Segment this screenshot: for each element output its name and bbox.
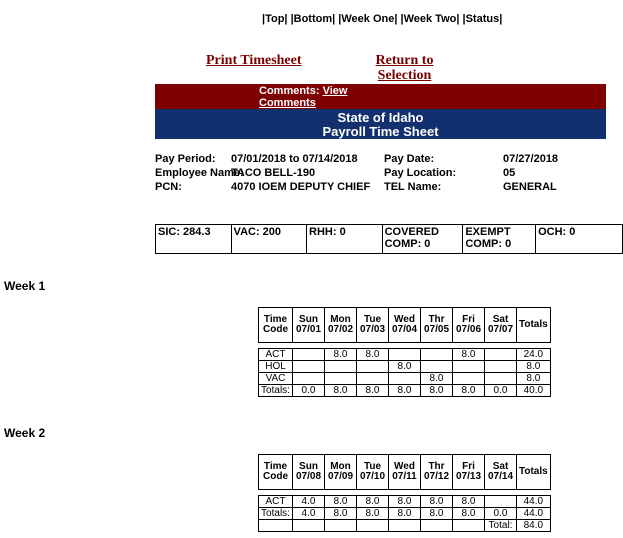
day-total-cell: 8.0	[325, 508, 357, 520]
pay-period-value: 07/01/2018 to 07/14/2018	[231, 153, 358, 165]
week2-totals-header: Totals	[517, 455, 551, 490]
hours-cell	[485, 361, 517, 373]
pay-location-value: 05	[503, 167, 516, 179]
week1-day-header: Fri 07/06	[453, 308, 485, 343]
employee-name-label: Employee Name:	[155, 167, 244, 179]
grand-total-value: 84.0	[517, 520, 551, 532]
week2-heading: Week 2	[4, 426, 46, 440]
totals-label-cell: Totals:	[259, 508, 293, 520]
day-total-cell: 8.0	[389, 508, 421, 520]
week1-time-table	[258, 307, 551, 397]
return-link-line1: Return to	[375, 53, 434, 68]
week-total-cell: 40.0	[517, 385, 551, 397]
week1-day-header: Thr 07/05	[421, 308, 453, 343]
week2-day-header: Fri 07/13	[453, 455, 485, 490]
day-total-cell: 8.0	[325, 385, 357, 397]
totals-label-cell: Totals:	[259, 385, 293, 397]
week2-day-header: Sun 07/08	[293, 455, 325, 490]
return-link-line2: Selection	[377, 68, 432, 83]
day-total-cell: 8.0	[421, 508, 453, 520]
week-total-cell: 44.0	[517, 508, 551, 520]
top-navigation	[262, 13, 502, 25]
grand-total-row	[259, 520, 551, 532]
hours-cell	[485, 349, 517, 361]
pay-date-label: Pay Date:	[384, 153, 435, 165]
totals-row	[259, 508, 551, 520]
day-total-cell: 8.0	[453, 508, 485, 520]
row-total-cell: 8.0	[517, 373, 551, 385]
week1-day-header: Tue 07/03	[357, 308, 389, 343]
covered-comp-balance: COVERED COMP: 0	[382, 225, 463, 254]
view-comments-line1: View	[322, 85, 348, 97]
vac-balance: VAC: 200	[231, 225, 306, 254]
hours-cell	[421, 349, 453, 361]
day-total-cell: 8.0	[421, 385, 453, 397]
hours-cell	[325, 373, 357, 385]
hours-cell	[357, 361, 389, 373]
hours-cell: 8.0	[453, 349, 485, 361]
row-total-cell: 44.0	[517, 496, 551, 508]
week1-day-header: Mon 07/02	[325, 308, 357, 343]
nav-top-link[interactable]: |Top|	[262, 13, 288, 25]
och-balance: OCH: 0	[536, 225, 623, 254]
pcn-value: 4070 IOEM DEPUTY CHIEF	[231, 181, 371, 193]
hours-cell: 8.0	[389, 496, 421, 508]
state-title: State of Idaho	[337, 110, 424, 125]
hours-cell: 8.0	[453, 496, 485, 508]
exempt-comp-balance: EXEMPT COMP: 0	[463, 225, 536, 254]
timesheet-title: Payroll Time Sheet	[322, 124, 439, 139]
day-total-cell: 8.0	[357, 385, 389, 397]
time-code-cell: VAC	[259, 373, 293, 385]
hours-cell	[485, 373, 517, 385]
hours-cell	[293, 349, 325, 361]
hours-cell	[357, 373, 389, 385]
title-banner	[155, 109, 606, 139]
hours-cell: 8.0	[421, 496, 453, 508]
pcn-label: PCN:	[155, 181, 182, 193]
hours-cell	[293, 373, 325, 385]
hours-cell	[325, 361, 357, 373]
week2-header-row	[259, 455, 551, 490]
week2-time-code-header: Time Code	[259, 455, 293, 490]
rhh-balance: RHH: 0	[307, 225, 383, 254]
week2-day-header: Mon 07/09	[325, 455, 357, 490]
week1-time-code-header: Time Code	[259, 308, 293, 343]
week1-heading: Week 1	[4, 279, 46, 293]
hours-cell: 8.0	[357, 349, 389, 361]
week2-day-header: Wed 07/11	[389, 455, 421, 490]
week2-day-header: Sat 07/14	[485, 455, 517, 490]
week1-day-header: Sat 07/07	[485, 308, 517, 343]
table-row	[259, 496, 551, 508]
hours-cell	[453, 373, 485, 385]
comments-label: Comments:	[259, 85, 320, 97]
hours-cell: 8.0	[357, 496, 389, 508]
hours-cell: 8.0	[421, 373, 453, 385]
nav-bottom-link[interactable]: |Bottom|	[290, 13, 336, 25]
row-total-cell: 8.0	[517, 361, 551, 373]
row-total-cell: 24.0	[517, 349, 551, 361]
hours-cell	[389, 373, 421, 385]
table-row	[259, 349, 551, 361]
tel-name-value: GENERAL	[503, 181, 557, 193]
hours-cell	[293, 361, 325, 373]
day-total-cell: 8.0	[389, 385, 421, 397]
hours-cell: 8.0	[325, 349, 357, 361]
time-code-cell: ACT	[259, 496, 293, 508]
day-total-cell: 0.0	[485, 385, 517, 397]
grand-total-label: Total:	[485, 520, 517, 532]
day-total-cell: 8.0	[453, 385, 485, 397]
hours-cell	[485, 496, 517, 508]
tel-name-label: TEL Name:	[384, 181, 442, 193]
sic-balance: SIC: 284.3	[156, 225, 232, 254]
pay-date-value: 07/27/2018	[503, 153, 559, 165]
nav-week-two-link[interactable]: |Week Two|	[400, 13, 460, 25]
nav-week-one-link[interactable]: |Week One|	[338, 13, 398, 25]
week2-time-table	[258, 454, 551, 532]
day-total-cell: 0.0	[485, 508, 517, 520]
day-total-cell: 0.0	[293, 385, 325, 397]
week2-day-header: Thr 07/12	[421, 455, 453, 490]
pay-period-label: Pay Period:	[155, 153, 216, 165]
print-timesheet-link[interactable]: Print Timesheet	[206, 53, 302, 68]
hours-cell	[389, 349, 421, 361]
time-code-cell: HOL	[259, 361, 293, 373]
week1-day-header: Wed 07/04	[389, 308, 421, 343]
table-row	[259, 373, 551, 385]
comments-banner	[155, 84, 606, 109]
hours-cell	[421, 361, 453, 373]
hours-cell: 8.0	[389, 361, 421, 373]
day-total-cell: 8.0	[357, 508, 389, 520]
view-comments-line2: Comments	[259, 97, 316, 109]
week1-day-header: Sun 07/01	[293, 308, 325, 343]
week1-totals-header: Totals	[517, 308, 551, 343]
day-total-cell: 4.0	[293, 508, 325, 520]
totals-row	[259, 385, 551, 397]
pay-location-label: Pay Location:	[384, 167, 457, 179]
table-row	[259, 361, 551, 373]
time-code-cell: ACT	[259, 349, 293, 361]
nav-status-link[interactable]: |Status|	[462, 13, 503, 25]
hours-cell	[453, 361, 485, 373]
week1-header-row	[259, 308, 551, 343]
leave-balances-table	[155, 224, 623, 254]
hours-cell: 4.0	[293, 496, 325, 508]
employee-name-value: TACO BELL-190	[231, 167, 316, 179]
week2-day-header: Tue 07/10	[357, 455, 389, 490]
hours-cell: 8.0	[325, 496, 357, 508]
